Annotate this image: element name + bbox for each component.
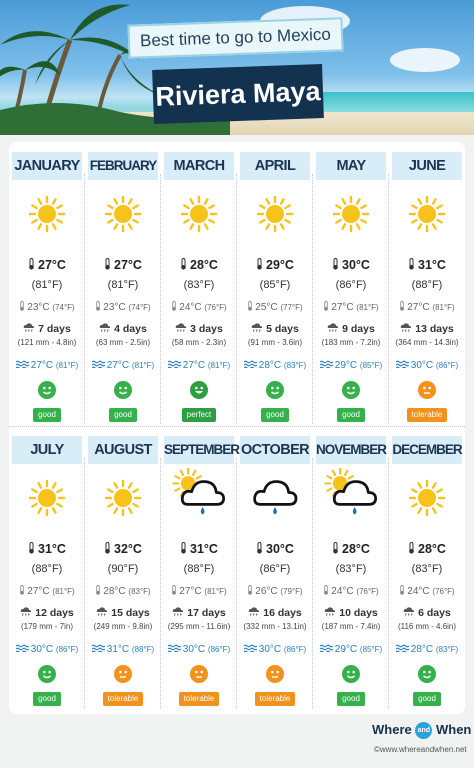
rainfall-amount: (187 mm - 7.4in) xyxy=(321,622,381,631)
subtitle-banner: Best time to go to Mexico xyxy=(127,17,343,58)
high-temp-f: (90°F) xyxy=(107,563,139,575)
sea-waves-icon xyxy=(320,644,333,652)
neutral-face-icon xyxy=(418,381,436,399)
high-temp-c: 31°C xyxy=(38,542,66,556)
sun-icon xyxy=(103,194,143,234)
sea-waves-icon xyxy=(320,360,333,368)
rain-days xyxy=(85,607,161,619)
sea-temp-c: 28°C xyxy=(410,644,434,655)
header-banner xyxy=(0,0,474,135)
high-temp xyxy=(389,542,465,556)
month-name: MARCH xyxy=(164,152,234,180)
rain-cloud-icon xyxy=(175,323,187,332)
rain-cloud-icon xyxy=(251,323,263,332)
high-temp-f: (88°F) xyxy=(411,279,443,291)
high-temp-c: 28°C xyxy=(342,542,370,556)
high-temp-f: (88°F) xyxy=(31,563,63,575)
sea-waves-icon xyxy=(16,644,29,652)
sea-temp-f: (86°F) xyxy=(207,645,231,654)
brand-and: and xyxy=(415,722,432,739)
thermometer-low-icon xyxy=(95,585,101,595)
rain-days xyxy=(161,323,237,335)
verdict-badge xyxy=(237,404,313,422)
rain-cloud-icon xyxy=(20,607,32,616)
sun-icon xyxy=(179,194,219,234)
low-temp xyxy=(9,301,85,313)
low-temp xyxy=(85,301,161,313)
sea-temp xyxy=(237,360,313,371)
verdict-badge xyxy=(85,404,161,422)
sea-waves-icon xyxy=(244,360,257,368)
rain-cloud-icon xyxy=(248,607,260,616)
verdict-label: good xyxy=(261,408,289,422)
low-temp-f: (79°F) xyxy=(280,587,303,596)
month-name: JULY xyxy=(12,436,82,464)
rain-days-value: 4 days xyxy=(114,323,147,335)
sea-waves-icon xyxy=(168,644,181,652)
sea-waves-icon xyxy=(168,360,181,368)
rain-days xyxy=(237,323,313,335)
low-temp-f: (76°F) xyxy=(204,303,227,312)
verdict-badge xyxy=(161,404,237,422)
thermometer-icon xyxy=(104,542,111,554)
sea-temp-c: 30°C xyxy=(258,644,282,655)
rain-cloud-icon xyxy=(327,323,339,332)
low-temp xyxy=(161,585,237,597)
month-name: SEPTEMBER xyxy=(164,436,234,464)
high-temp-f: (83°F) xyxy=(183,279,215,291)
high-temp-c: 30°C xyxy=(342,258,370,272)
brand-logo xyxy=(372,722,474,739)
sea-temp-f: (86°F) xyxy=(283,645,307,654)
low-temp xyxy=(313,301,389,313)
month-card-march xyxy=(161,146,237,426)
sea-temp-f: (81°F) xyxy=(207,361,231,370)
rain-days xyxy=(389,323,465,335)
smile-face-icon xyxy=(114,381,132,399)
low-temp xyxy=(389,585,465,597)
month-card-september xyxy=(161,430,240,710)
verdict-badge xyxy=(85,688,161,706)
sea-temp-f: (81°F) xyxy=(131,361,155,370)
rain-days-value: 17 days xyxy=(187,607,226,619)
low-temp xyxy=(161,301,237,313)
neutral-face-icon xyxy=(266,665,284,683)
sea-temp-f: (81°F) xyxy=(55,361,79,370)
rain-days-value: 12 days xyxy=(35,607,74,619)
high-temp xyxy=(313,542,389,556)
low-temp xyxy=(237,301,313,313)
verdict-label: tolerable xyxy=(103,692,144,706)
verdict-label: tolerable xyxy=(179,692,220,706)
rain-days xyxy=(9,607,85,619)
sea-temp xyxy=(9,644,85,655)
month-grid xyxy=(9,146,465,714)
high-temp-c: 31°C xyxy=(190,542,218,556)
high-temp-c: 30°C xyxy=(266,542,294,556)
high-temp-f: (88°F) xyxy=(183,563,215,575)
high-temp xyxy=(237,258,313,272)
verdict-badge xyxy=(161,688,237,706)
rainfall-amount: (364 mm - 14.3in) xyxy=(395,338,459,347)
rainfall-amount: (91 mm - 3.6in) xyxy=(247,338,303,347)
smile-face-icon xyxy=(266,381,284,399)
month-name: APRIL xyxy=(240,152,310,180)
brand-where: Where xyxy=(372,722,412,737)
low-temp xyxy=(85,585,161,597)
thermometer-icon xyxy=(408,258,415,270)
high-temp-c: 28°C xyxy=(418,542,446,556)
high-temp xyxy=(389,258,465,272)
sea-temp xyxy=(85,360,161,371)
high-temp xyxy=(85,258,161,272)
low-temp xyxy=(389,301,465,313)
low-temp-c: 27°C xyxy=(27,586,50,597)
grin-face-icon xyxy=(190,381,208,399)
high-temp-f: (86°F) xyxy=(259,563,291,575)
month-card-august xyxy=(85,430,161,710)
month-card-may xyxy=(313,146,389,426)
month-card-october xyxy=(237,430,313,710)
high-temp-f: (86°F) xyxy=(335,279,367,291)
high-temp-f: (81°F) xyxy=(31,279,63,291)
high-temp-f: (83°F) xyxy=(335,563,367,575)
low-temp-c: 23°C xyxy=(27,302,50,313)
thermometer-icon xyxy=(28,542,35,554)
month-name: JUNE xyxy=(392,152,462,180)
sea-temp-c: 28°C xyxy=(258,360,282,371)
thermometer-icon xyxy=(28,258,35,270)
sea-temp-f: (85°F) xyxy=(359,361,383,370)
thermometer-icon xyxy=(180,258,187,270)
month-card-february xyxy=(85,146,161,426)
thermometer-low-icon xyxy=(19,585,25,595)
thermometer-icon xyxy=(332,258,339,270)
rain-days-value: 9 days xyxy=(342,323,375,335)
sea-temp-c: 30°C xyxy=(410,360,434,371)
high-temp-f: (85°F) xyxy=(259,279,291,291)
brand-when: When xyxy=(435,722,472,737)
smile-face-icon xyxy=(418,665,436,683)
month-name: JANUARY xyxy=(12,152,82,180)
sea-waves-icon xyxy=(16,360,29,368)
low-temp-f: (74°F) xyxy=(52,303,75,312)
rain-days xyxy=(161,607,237,619)
thermometer-icon xyxy=(180,542,187,554)
low-temp-c: 25°C xyxy=(255,302,278,313)
month-card-june xyxy=(389,146,465,426)
sun-icon xyxy=(27,194,67,234)
rain-cloud-icon xyxy=(245,468,305,518)
rain-days-value: 13 days xyxy=(415,323,454,335)
thermometer-icon xyxy=(256,258,263,270)
month-card-december xyxy=(389,430,465,710)
high-temp xyxy=(9,258,85,272)
rain-cloud-icon xyxy=(99,323,111,332)
neutral-face-icon xyxy=(190,665,208,683)
rainfall-amount: (63 mm - 2.5in) xyxy=(95,338,151,347)
month-name: MAY xyxy=(316,152,386,180)
rainfall-amount: (121 mm - 4.8in) xyxy=(17,338,77,347)
verdict-badge xyxy=(237,688,313,706)
thermometer-icon xyxy=(408,542,415,554)
sea-temp xyxy=(237,644,313,655)
verdict-label: good xyxy=(33,408,61,422)
sea-temp xyxy=(389,644,465,655)
sea-temp-c: 29°C xyxy=(334,360,358,371)
rain-cloud-icon xyxy=(403,607,415,616)
thermometer-icon xyxy=(256,542,263,554)
high-temp-f: (81°F) xyxy=(107,279,139,291)
high-temp-f: (83°F) xyxy=(411,563,443,575)
sun-icon xyxy=(407,194,447,234)
month-card-april xyxy=(237,146,313,426)
smile-face-icon xyxy=(342,381,360,399)
high-temp xyxy=(9,542,85,556)
sun-icon xyxy=(255,194,295,234)
low-temp-f: (76°F) xyxy=(432,587,455,596)
low-temp-c: 26°C xyxy=(255,586,278,597)
sea-waves-icon xyxy=(244,644,257,652)
verdict-badge xyxy=(313,404,389,422)
rainfall-amount: (58 mm - 2.3in) xyxy=(171,338,227,347)
smile-face-icon xyxy=(38,381,56,399)
rain-days xyxy=(9,323,85,335)
rainfall-amount: (295 mm - 11.6in) xyxy=(167,622,231,631)
rain-cloud-icon xyxy=(324,607,336,616)
thermometer-icon xyxy=(332,542,339,554)
month-card-january xyxy=(9,146,85,426)
thermometer-low-icon xyxy=(171,585,177,595)
high-temp xyxy=(161,542,237,556)
sea-temp-c: 30°C xyxy=(30,644,54,655)
high-temp-c: 31°C xyxy=(418,258,446,272)
sea-temp-c: 30°C xyxy=(182,644,206,655)
low-temp-c: 27°C xyxy=(407,302,430,313)
rain-days xyxy=(85,323,161,335)
verdict-label: perfect xyxy=(182,408,216,422)
low-temp-f: (81°F) xyxy=(356,303,379,312)
rain-days xyxy=(313,323,389,335)
smile-face-icon xyxy=(342,665,360,683)
sea-temp-c: 27°C xyxy=(30,360,54,371)
sea-temp-c: 27°C xyxy=(106,360,130,371)
thermometer-low-icon xyxy=(19,301,25,311)
sea-waves-icon xyxy=(92,644,105,652)
sea-temp-c: 27°C xyxy=(182,360,206,371)
thermometer-low-icon xyxy=(399,585,405,595)
low-temp xyxy=(237,585,313,597)
month-name: NOVEMBER xyxy=(316,436,386,464)
rainfall-amount: (183 mm - 7.2in) xyxy=(321,338,381,347)
verdict-label: good xyxy=(33,692,61,706)
thermometer-low-icon xyxy=(171,301,177,311)
verdict-badge xyxy=(9,404,85,422)
sea-temp-f: (83°F) xyxy=(435,645,459,654)
rain-days xyxy=(237,607,313,619)
sea-temp-c: 31°C xyxy=(106,644,130,655)
verdict-label: tolerable xyxy=(407,408,448,422)
sea-temp xyxy=(313,360,389,371)
thermometer-low-icon xyxy=(323,585,329,595)
sun-cloud-rain-icon xyxy=(169,468,229,518)
sun-icon xyxy=(27,478,67,518)
rainfall-amount: (116 mm - 4.6in) xyxy=(397,622,457,631)
rain-days-value: 3 days xyxy=(190,323,223,335)
sea-waves-icon xyxy=(396,644,409,652)
neutral-face-icon xyxy=(114,665,132,683)
sea-temp-c: 29°C xyxy=(334,644,358,655)
thermometer-low-icon xyxy=(323,301,329,311)
thermometer-low-icon xyxy=(95,301,101,311)
cloud xyxy=(390,48,460,72)
verdict-badge xyxy=(313,688,389,706)
verdict-label: good xyxy=(337,692,365,706)
low-temp-f: (77°F) xyxy=(280,303,303,312)
low-temp-c: 27°C xyxy=(179,586,202,597)
thermometer-icon xyxy=(104,258,111,270)
verdict-label: good xyxy=(109,408,137,422)
high-temp xyxy=(161,258,237,272)
month-card-november xyxy=(313,430,389,710)
low-temp-c: 28°C xyxy=(103,586,126,597)
rain-days-value: 7 days xyxy=(38,323,71,335)
high-temp-c: 29°C xyxy=(266,258,294,272)
sun-cloud-rain-icon xyxy=(321,468,381,518)
sea-temp xyxy=(85,644,161,655)
high-temp-c: 27°C xyxy=(114,258,142,272)
low-temp-c: 24°C xyxy=(407,586,430,597)
website-link[interactable]: ©www.whereandwhen.net xyxy=(374,745,467,754)
low-temp-c: 27°C xyxy=(331,302,354,313)
verdict-badge xyxy=(389,688,465,706)
thermometer-low-icon xyxy=(399,301,405,311)
high-temp xyxy=(313,258,389,272)
sun-icon xyxy=(331,194,371,234)
low-temp xyxy=(313,585,389,597)
low-temp-f: (83°F) xyxy=(128,587,151,596)
month-name: AUGUST xyxy=(88,436,158,464)
rain-days-value: 6 days xyxy=(418,607,451,619)
month-card-july xyxy=(9,430,85,710)
month-name: DECEMBER xyxy=(392,436,462,464)
smile-face-icon xyxy=(38,665,56,683)
verdict-label: tolerable xyxy=(255,692,296,706)
rain-cloud-icon xyxy=(23,323,35,332)
sea-temp-f: (86°F) xyxy=(435,361,459,370)
verdict-badge xyxy=(9,688,85,706)
low-temp-c: 24°C xyxy=(179,302,202,313)
rainfall-amount: (179 mm - 7in) xyxy=(20,622,73,631)
rain-cloud-icon xyxy=(96,607,108,616)
high-temp xyxy=(237,542,313,556)
month-name: FEBRUARY xyxy=(88,152,158,180)
low-temp-c: 23°C xyxy=(103,302,126,313)
low-temp-c: 24°C xyxy=(331,586,354,597)
low-temp-f: (74°F) xyxy=(128,303,151,312)
rainfall-amount: (332 mm - 13.1in) xyxy=(243,622,307,631)
sea-temp xyxy=(389,360,465,371)
rain-days-value: 15 days xyxy=(111,607,150,619)
sun-icon xyxy=(407,478,447,518)
high-temp-c: 28°C xyxy=(190,258,218,272)
rain-cloud-icon xyxy=(400,323,412,332)
region-title: Riviera Maya xyxy=(152,64,324,124)
sea-waves-icon xyxy=(396,360,409,368)
rain-cloud-icon xyxy=(172,607,184,616)
low-temp-f: (81°F) xyxy=(432,303,455,312)
high-temp-c: 27°C xyxy=(38,258,66,272)
rain-days-value: 10 days xyxy=(339,607,378,619)
sea-temp xyxy=(161,360,237,371)
month-name: OCTOBER xyxy=(240,436,310,464)
sea-temp xyxy=(313,644,389,655)
rain-days-value: 5 days xyxy=(266,323,299,335)
sea-temp-f: (85°F) xyxy=(359,645,383,654)
high-temp xyxy=(85,542,161,556)
sea-temp-f: (86°F) xyxy=(55,645,79,654)
low-temp-f: (76°F) xyxy=(356,587,379,596)
verdict-label: good xyxy=(337,408,365,422)
thermometer-low-icon xyxy=(247,585,253,595)
low-temp xyxy=(9,585,85,597)
sea-temp-f: (83°F) xyxy=(283,361,307,370)
low-temp-f: (81°F) xyxy=(204,587,227,596)
sun-icon xyxy=(103,478,143,518)
low-temp-f: (81°F) xyxy=(52,587,75,596)
sea-temp xyxy=(9,360,85,371)
sea-waves-icon xyxy=(92,360,105,368)
thermometer-low-icon xyxy=(247,301,253,311)
rain-days-value: 16 days xyxy=(263,607,302,619)
verdict-label: good xyxy=(413,692,441,706)
rain-days xyxy=(313,607,389,619)
high-temp-c: 32°C xyxy=(114,542,142,556)
rainfall-amount: (249 mm - 9.8in) xyxy=(93,622,153,631)
rain-days xyxy=(389,607,465,619)
sea-temp-f: (88°F) xyxy=(131,645,155,654)
verdict-badge xyxy=(389,404,465,422)
sea-temp xyxy=(161,644,237,655)
